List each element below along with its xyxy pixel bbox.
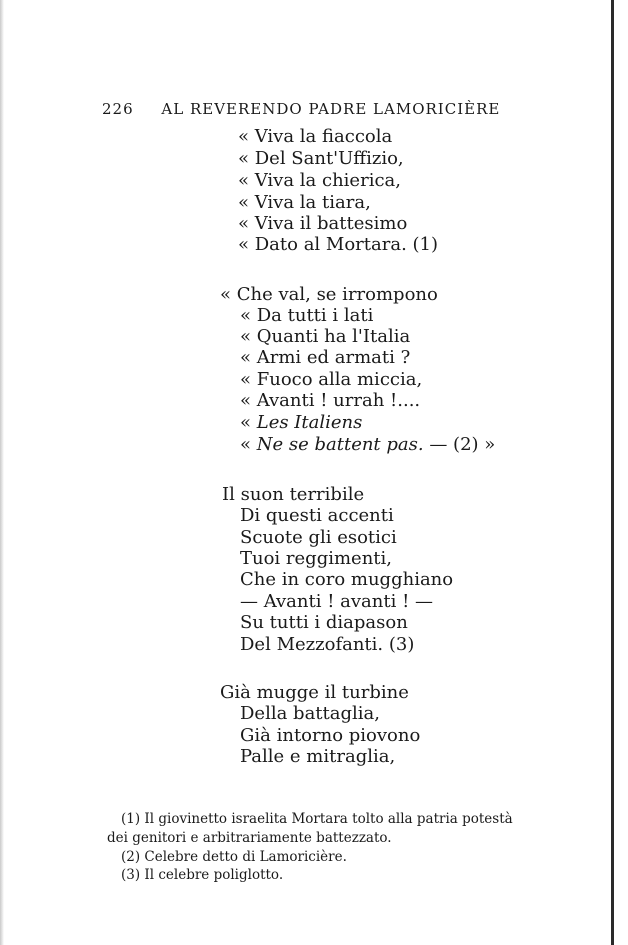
footnote: (2) Celebre detto di Lamoricière.: [121, 849, 347, 865]
verse-line: Di questi accenti: [240, 505, 394, 526]
verse-line: Già intorno piovono: [240, 725, 421, 746]
footnote: (3) Il celebre poliglotto.: [121, 867, 284, 883]
verse-line: « Dato al Mortara. (1): [238, 234, 439, 255]
verse-line: [240, 412, 362, 434]
verse-line: — Avanti ! avanti ! —: [240, 591, 434, 612]
verse-line: « Viva la chierica,: [238, 170, 401, 191]
verse-line: « Avanti ! urrah !....: [240, 390, 421, 411]
verse-line: Su tutti i diapason: [240, 612, 408, 633]
verse-line: « Fuoco alla miccia,: [240, 369, 423, 390]
page-number: 226: [102, 100, 134, 118]
verse-line: Palle e mitraglia,: [240, 746, 396, 767]
page-right-edge: [611, 0, 614, 945]
footnote: (1) Il giovinetto israelita Mortara tolto alla patria potestà: [121, 811, 513, 827]
verse-line: « Da tutti i lati: [240, 305, 374, 326]
verse-line: « Che val, se irrompono: [220, 284, 438, 305]
verse-line: Tuoi reggimenti,: [240, 548, 392, 569]
verse-line: « Quanti ha l'Italia: [240, 326, 411, 347]
quote-mark: «: [240, 412, 257, 433]
footnote-ref: — (2) »: [423, 434, 496, 455]
verse-line: « Del Sant'Uffizio,: [238, 148, 404, 169]
verse-line: Della battaglia,: [240, 703, 380, 724]
verse-line: [240, 434, 495, 456]
italic-phrase: Les Italiens: [256, 412, 363, 433]
verse-line: Il suon terribile: [222, 484, 365, 505]
running-header: [102, 100, 500, 118]
verse-line: « Armi ed armati ?: [240, 347, 411, 368]
verse-line: « Viva la fiaccola: [238, 126, 393, 147]
italic-phrase: Ne se battent pas.: [256, 434, 424, 455]
running-title: AL REVERENDO PADRE LAMORICIÈRE: [161, 100, 501, 118]
footnote: dei genitori e arbitrariamente battezzato.: [107, 830, 392, 846]
verse-line: « Viva la tiara,: [238, 192, 371, 213]
verse-line: « Viva il battesimo: [238, 213, 408, 234]
verse-line: Del Mezzofanti. (3): [240, 634, 415, 655]
verse-line: Che in coro mugghiano: [240, 569, 454, 590]
quote-mark: «: [240, 434, 257, 455]
verse-line: Già mugge il turbine: [220, 682, 409, 703]
verse-line: Scuote gli esotici: [240, 527, 397, 548]
page-left-shadow: [0, 0, 4, 945]
